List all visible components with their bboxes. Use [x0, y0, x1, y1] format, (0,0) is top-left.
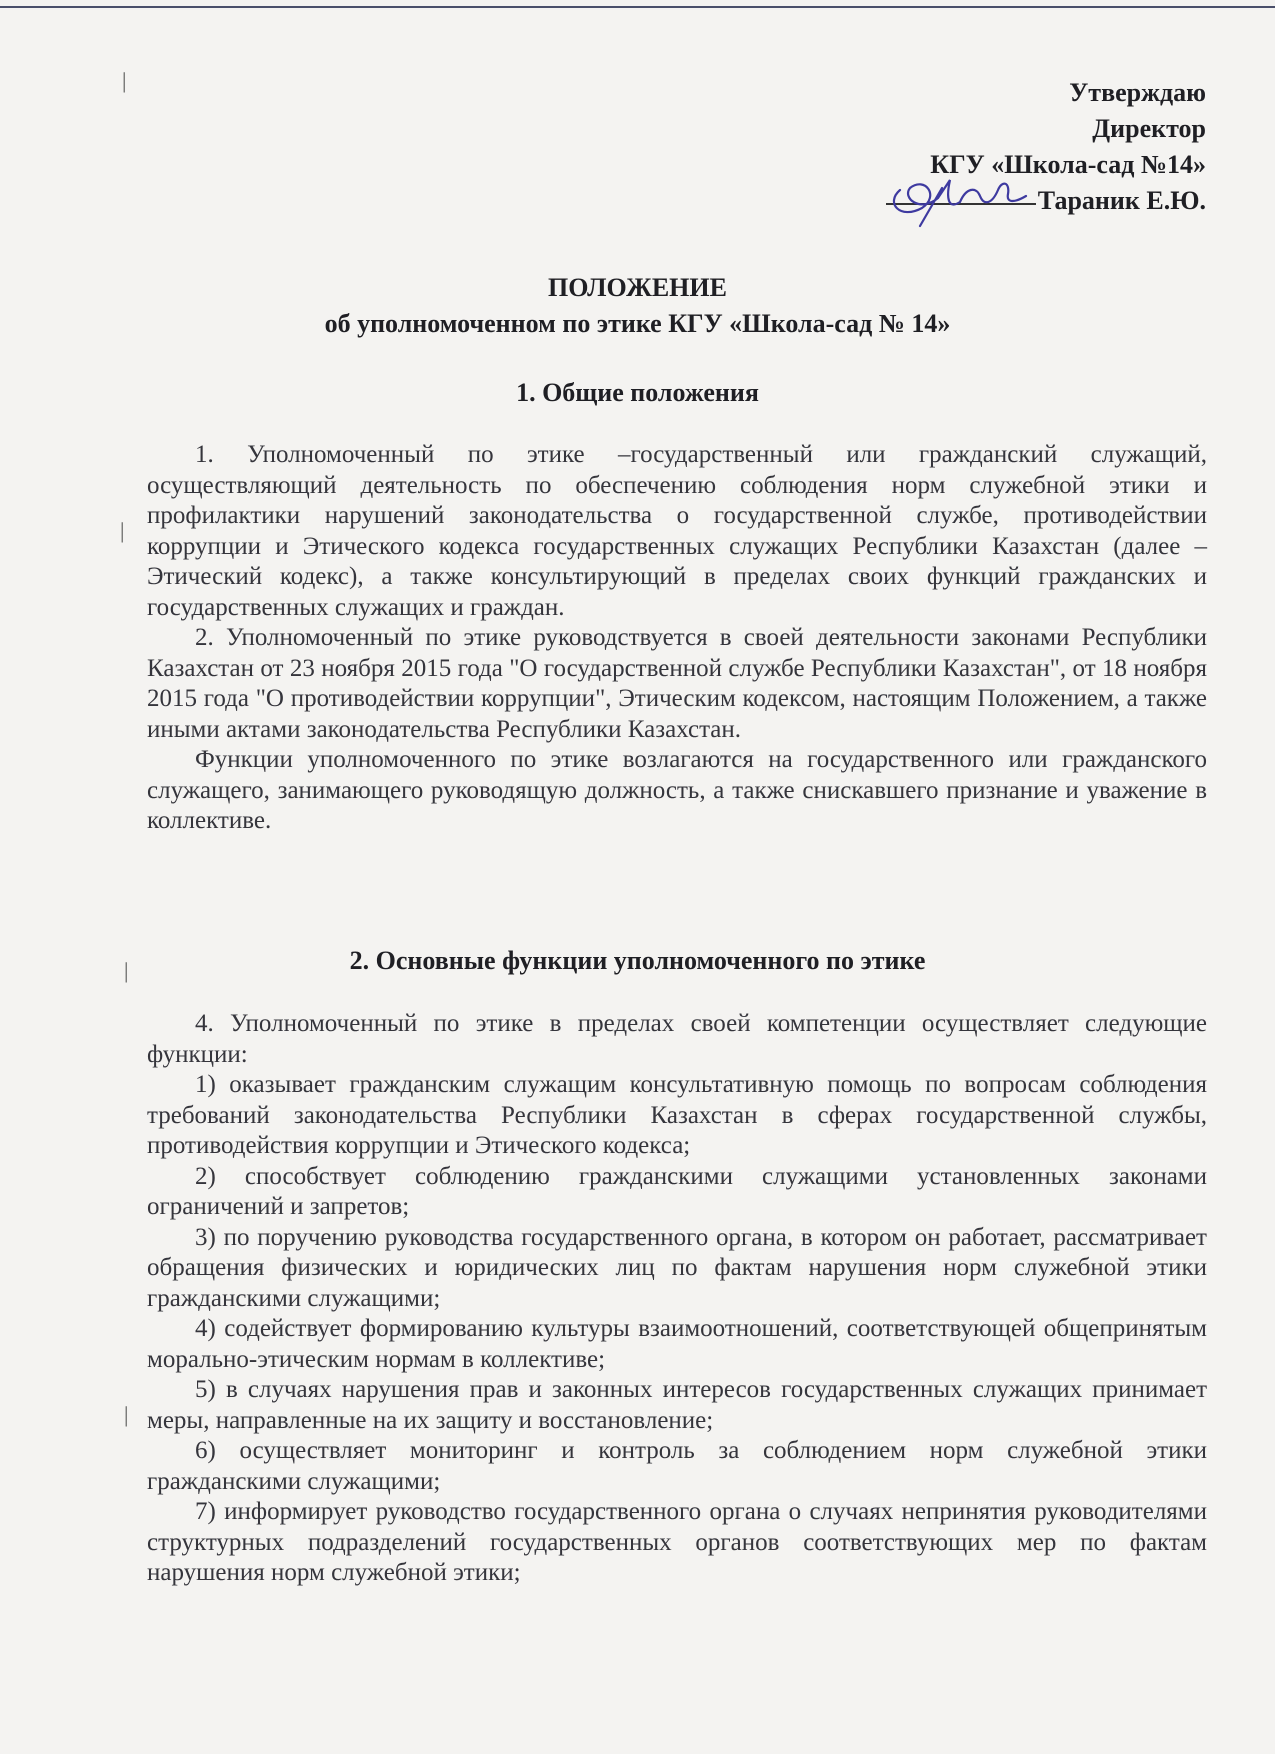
scan-mark: |	[122, 68, 127, 93]
scan-mark: |	[124, 958, 129, 983]
scan-mark: |	[124, 1402, 129, 1427]
list-item: 2) способствует соблюдению гражданскими служащими установленных законами ограничений и запретов;	[147, 1162, 1207, 1220]
section-1-heading: 1. Общие положения	[516, 378, 759, 407]
approval-signer-name: Тараник Е.Ю.	[1037, 186, 1206, 215]
section-2-heading: 2. Основные функции уполномоченного по этике	[349, 946, 926, 975]
handwritten-signature	[880, 158, 1030, 228]
section-1-body	[147, 440, 1207, 837]
list-item: 7) информирует руководство государственного органа о случаях непринятия руководителями структурных подразделений государственных органов соответствующих мер по фактам нарушения норм служебной этики;	[147, 1498, 1207, 1586]
scan-edge-line	[0, 6, 1275, 8]
list-item: 6) осуществляет мониторинг и контроль за соблюдением норм служебной этики гражданскими служащими;	[147, 1437, 1207, 1495]
document-title	[0, 270, 1275, 342]
list-item: 4) содействует формированию культуры взаимоотношений, соответствующей общепринятым морально-этическим нормам в коллективе;	[147, 1315, 1207, 1373]
approval-organization: КГУ «Школа-сад №14»	[930, 150, 1206, 179]
list-item: 1) оказывает гражданским служащим консультативную помощь по вопросам соблюдения требований законодательства Республики Казахстан в сферах государственной службы, противодействия коррупции и Этического кодекса;	[147, 1071, 1207, 1159]
approval-position: Директор	[1092, 114, 1206, 143]
section-2-body	[147, 1009, 1207, 1589]
paragraph: 4. Уполномоченный по этике в пределах своей компетенции осуществляет следующие функции:	[147, 1010, 1207, 1068]
paragraph: 2. Уполномоченный по этике руководствуется в своей деятельности законами Республики Казахстан от 23 ноября 2015 года "О государственной службе Республики Казахстан", от 18 ноября 2015 года "О противодействии коррупции", Этическим кодексом, настоящим Положением, а также иными актами законодательства Республики Казахстан.	[147, 624, 1207, 743]
list-item: 5) в случаях нарушения прав и законных интересов государственных служащих принимает меры, направленные на их защиту и восстановление;	[147, 1376, 1207, 1434]
title-main: ПОЛОЖЕНИЕ	[548, 273, 727, 302]
paragraph: 1. Уполномоченный по этике –государственный или гражданский служащий, осуществляющий деятельность по обеспечению соблюдения норм служебной этики и профилактики нарушений законодательства о государственной службе, противодействии коррупции и Этического кодекса государственных служащих Республики Казахстан (далее – Этический кодекс), а также консультирующий в пределах своих функций гражданских и государственных служащих и граждан.	[147, 441, 1207, 621]
approval-title: Утверждаю	[1069, 78, 1206, 107]
list-item: 3) по поручению руководства государственного органа, в котором он работает, рассматривает обращения физических и юридических лиц по фактам нарушения норм служебной этики гражданскими служащими;	[147, 1223, 1207, 1312]
scan-mark: |	[120, 518, 125, 543]
title-subtitle: об уполномоченном по этике КГУ «Школа-сад № 14»	[324, 309, 951, 338]
paragraph: Функции уполномоченного по этике возлагаются на государственного или гражданского служащего, занимающего руководящую должность, а также снискавшего признание и уважение в коллективе.	[147, 746, 1207, 834]
